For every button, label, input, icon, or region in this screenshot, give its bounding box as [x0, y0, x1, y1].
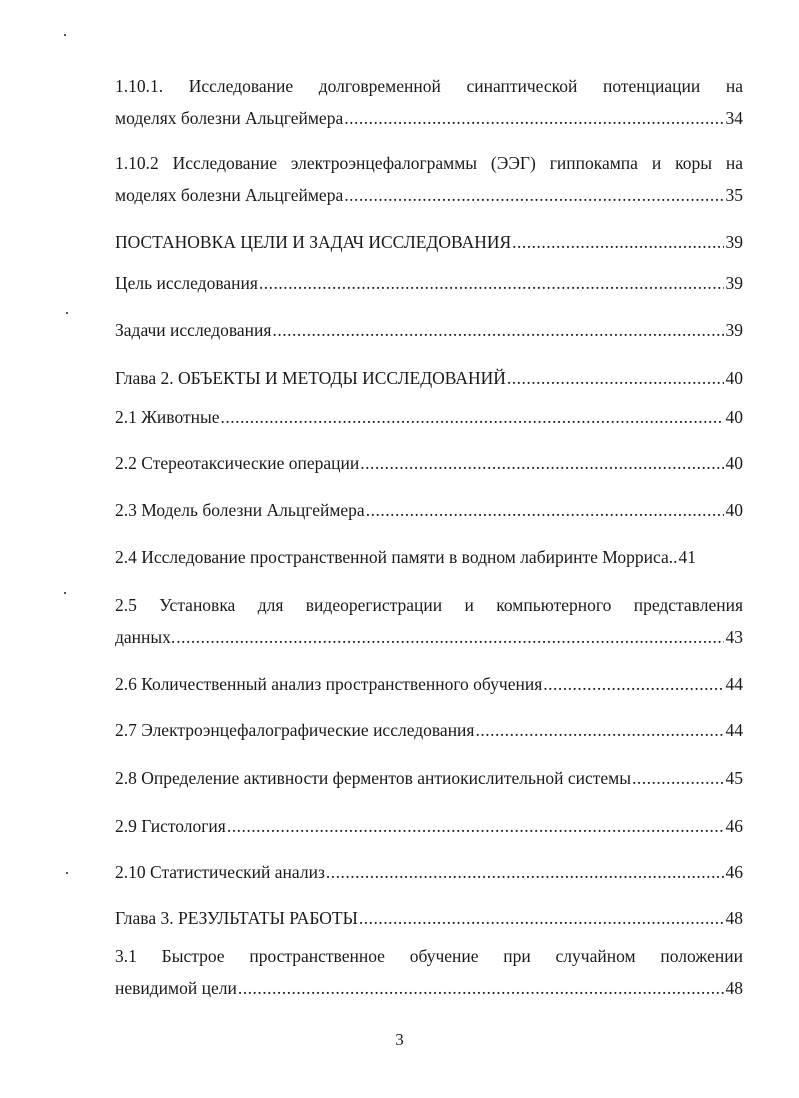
leader-dots [512, 226, 723, 258]
leader-dots [632, 762, 724, 794]
toc-entry [115, 762, 743, 794]
leader-dots [360, 447, 723, 479]
toc-page-number: 40 [725, 500, 743, 520]
toc-entry [115, 940, 743, 1004]
toc-entry-title: 1.10.2 Исследование электроэнцефалограммы (ЭЭГ) гиппокампа и коры на [115, 153, 743, 173]
toc-entry [115, 494, 743, 526]
toc-entry [115, 362, 743, 394]
toc-entry [115, 541, 743, 573]
toc-entry [115, 810, 743, 842]
leader-dots [366, 494, 724, 526]
toc-entry-title: 2.4 Исследование пространственной памяти в водном лабиринте Морриса.. [115, 547, 678, 567]
toc-page-number: 40 [725, 407, 743, 427]
toc-page-number: 34 [725, 108, 743, 128]
toc-entry-title: 2.10 Статистический анализ [115, 862, 325, 882]
toc-entry [115, 267, 743, 299]
toc-entry [115, 856, 743, 888]
toc-page-number: 48 [725, 978, 743, 998]
toc-entry-title: Цель исследования [115, 273, 258, 293]
toc-page-number: 35 [725, 185, 743, 205]
toc-entry-title: 2.2 Стереотаксические операции [115, 453, 360, 473]
toc-page-number: 43 [725, 627, 743, 647]
toc-page-number: 39 [725, 232, 743, 252]
leader-dots [227, 810, 724, 842]
toc-entry-title: 2.3 Модель болезни Альцгеймера [115, 500, 365, 520]
toc-entry [115, 589, 743, 653]
toc-page-number: 40 [725, 453, 743, 473]
toc-entry-title: 2.8 Определение активности ферментов антиокислительной системы [115, 768, 631, 788]
toc-page-number: 48 [725, 908, 743, 928]
leader-dots [543, 668, 723, 700]
toc-entry-title: Глава 2. ОБЪЕКТЫ И МЕТОДЫ ИССЛЕДОВАНИЙ [115, 368, 506, 388]
toc-entry [115, 147, 743, 211]
toc-entry [115, 714, 743, 746]
scan-speck [64, 34, 66, 36]
leader-dots [475, 714, 723, 746]
toc-entry-title: 2.9 Гистология [115, 816, 226, 836]
toc-entry [115, 447, 743, 479]
leader-dots [238, 972, 724, 1004]
scan-speck [66, 312, 68, 314]
toc-page-number: 41 [678, 547, 696, 567]
toc-entry-title: 2.5 Установка для видеорегистрации и компьютерного представления [115, 595, 743, 615]
leader-dots [326, 856, 724, 888]
leader-dots [507, 362, 724, 394]
toc-page-number: 46 [725, 862, 743, 882]
leader-dots [272, 314, 723, 346]
leader-dots [176, 621, 723, 653]
toc-entry-title-cont: невидимой цели [115, 978, 237, 998]
scan-speck [64, 592, 66, 594]
toc-entry-title-cont: моделях болезни Альцгеймера [115, 108, 344, 128]
toc-entry [115, 902, 743, 934]
leader-dots [344, 102, 723, 134]
toc-page-number: 44 [725, 674, 743, 694]
toc-entry-title: Задачи исследования [115, 320, 272, 340]
toc-entry-title: Глава 3. РЕЗУЛЬТАТЫ РАБОТЫ [115, 908, 358, 928]
scan-speck [66, 872, 68, 874]
page-number: 3 [395, 1030, 404, 1049]
leader-dots [344, 179, 723, 211]
leader-dots [259, 267, 724, 299]
toc-entry-title: 2.1 Животные [115, 407, 220, 427]
toc-page-number: 39 [725, 320, 743, 340]
toc-entry-title: ПОСТАНОВКА ЦЕЛИ И ЗАДАЧ ИССЛЕДОВАНИЯ [115, 232, 512, 252]
toc-entry [115, 226, 743, 258]
toc-entry-title-cont: данных. [115, 627, 176, 647]
toc-page-number: 44 [725, 720, 743, 740]
toc-entry-title: 3.1 Быстрое пространственное обучение при случайном положении [115, 946, 743, 966]
toc-entry-line [115, 972, 743, 1004]
toc-page-number: 39 [725, 273, 743, 293]
leader-dots [221, 401, 724, 433]
toc-entry-line [115, 621, 743, 653]
toc-entry [115, 401, 743, 433]
toc-entry [115, 314, 743, 346]
toc-entry-title: 2.6 Количественный анализ пространственного обучения [115, 674, 543, 694]
toc-entry [115, 70, 743, 134]
toc-page-number: 46 [725, 816, 743, 836]
toc-entry-line [115, 179, 743, 211]
toc-entry-title-cont: моделях болезни Альцгеймера [115, 185, 344, 205]
toc-entry-line [115, 102, 743, 134]
toc-page-number: 40 [725, 368, 743, 388]
toc-entry-title: 2.7 Электроэнцефалографические исследования [115, 720, 475, 740]
toc-entry [115, 668, 743, 700]
toc-page-number: 45 [725, 768, 743, 788]
leader-dots [359, 902, 724, 934]
toc-entry-title: 1.10.1. Исследование долговременной синаптической потенциации на [115, 76, 743, 96]
